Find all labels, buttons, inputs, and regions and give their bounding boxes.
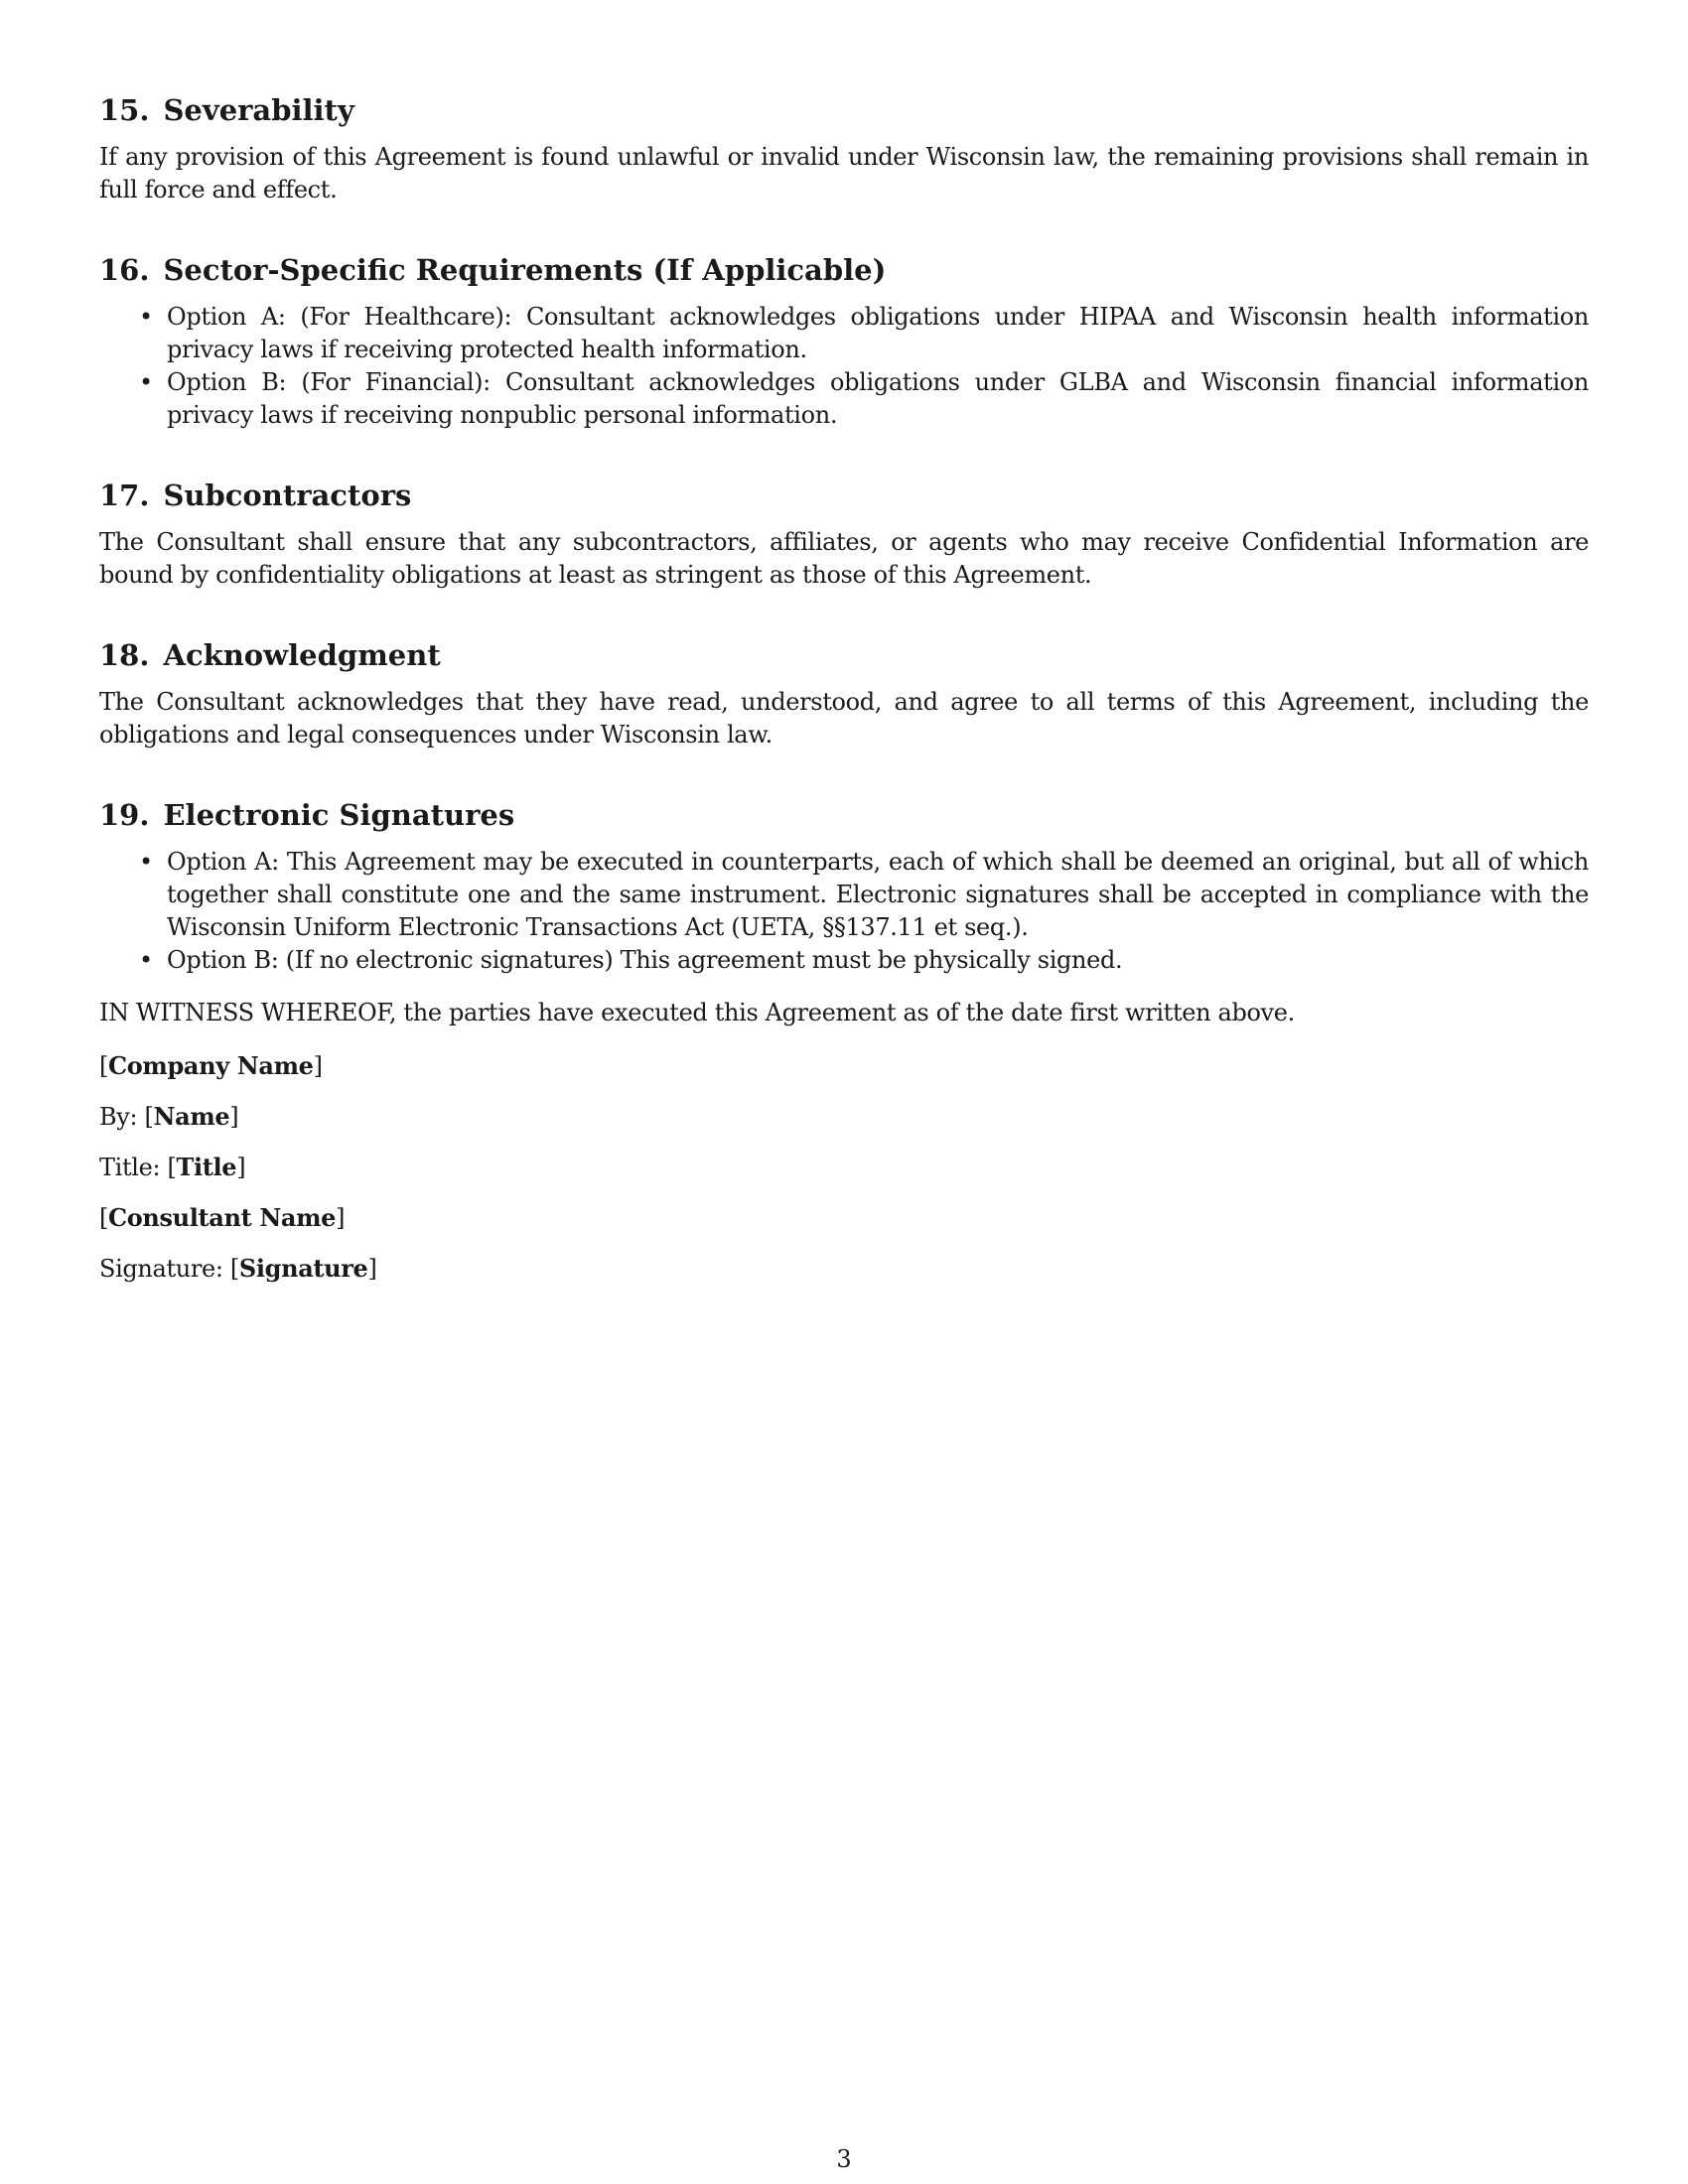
section-title: Sector-Specific Requirements (If Applicable) xyxy=(163,253,887,287)
document-page xyxy=(99,91,1589,1302)
section-sector-specific xyxy=(99,251,1589,432)
bullet-list xyxy=(99,301,1589,432)
section-severability xyxy=(99,91,1589,206)
section-heading xyxy=(99,636,1589,674)
consultant-name-placeholder: Consultant Name xyxy=(108,1203,337,1232)
section-number: 19. xyxy=(99,798,150,832)
bullet-item: • Option A: This Agreement may be executed in counterparts, each of which shall be deemed an original, but all of which together shall constitute one and the same instrument. Electronic signatures shall be accepted in compliance with the Wisconsin Uniform Electronic Transactions Act (UETA, §§137.11 et seq.). xyxy=(167,846,1589,944)
bullet-list xyxy=(99,846,1589,977)
signature-placeholder: Signature xyxy=(238,1254,368,1283)
section-heading xyxy=(99,91,1589,129)
signature-line: Signature: [Signature] xyxy=(99,1254,377,1283)
title-label: Title: xyxy=(99,1154,161,1181)
title-line: Title: [Title] xyxy=(99,1153,246,1181)
bullet-item: • Option B: (If no electronic signatures) This agreement must be physically signed. xyxy=(167,944,1589,977)
section-electronic-signatures xyxy=(99,796,1589,977)
title-placeholder: Title xyxy=(176,1153,237,1181)
company-name-line: [Company Name] xyxy=(99,1051,323,1080)
by-line: By: [Name] xyxy=(99,1102,239,1131)
consultant-name-line: [Consultant Name] xyxy=(99,1203,346,1232)
section-heading xyxy=(99,251,1589,289)
section-acknowledgment xyxy=(99,636,1589,751)
page-number: 3 xyxy=(836,2145,852,2173)
section-paragraph: The Consultant shall ensure that any subcontractors, affiliates, or agents who may receive Confidential Information are bound by confidentiality obligations at least as stringent as those of this Agreement. xyxy=(99,528,1589,589)
section-title: Severability xyxy=(163,93,354,127)
section-paragraph: If any provision of this Agreement is found unlawful or invalid under Wisconsin law, the remaining provisions shall remain in full force and effect. xyxy=(99,143,1589,204)
section-number: 17. xyxy=(99,478,150,512)
section-heading xyxy=(99,477,1589,514)
section-title: Electronic Signatures xyxy=(163,798,515,832)
bullet-item: • Option A: (For Healthcare): Consultant acknowledges obligations under HIPAA and Wisconsin health information privacy laws if receiving protected health information. xyxy=(167,301,1589,366)
signature-label: Signature: xyxy=(99,1255,223,1283)
section-heading xyxy=(99,796,1589,834)
section-number: 18. xyxy=(99,638,150,672)
section-title: Acknowledgment xyxy=(163,638,441,672)
by-label: By: xyxy=(99,1103,138,1131)
section-title: Subcontractors xyxy=(163,478,412,512)
section-subcontractors xyxy=(99,477,1589,592)
section-paragraph: The Consultant acknowledges that they have read, understood, and agree to all terms of this Agreement, including the obligations and legal consequences under Wisconsin law. xyxy=(99,688,1589,749)
section-number: 16. xyxy=(99,253,150,287)
bullet-item: • Option B: (For Financial): Consultant acknowledges obligations under GLBA and Wisconsin financial information privacy laws if receiving nonpublic personal information. xyxy=(167,366,1589,432)
section-number: 15. xyxy=(99,93,150,127)
witness-statement: IN WITNESS WHEREOF, the parties have executed this Agreement as of the date first written above. xyxy=(99,999,1295,1026)
company-name-placeholder: Company Name xyxy=(108,1051,314,1080)
signature-block xyxy=(99,1049,1589,1286)
by-name-placeholder: Name xyxy=(153,1102,230,1131)
